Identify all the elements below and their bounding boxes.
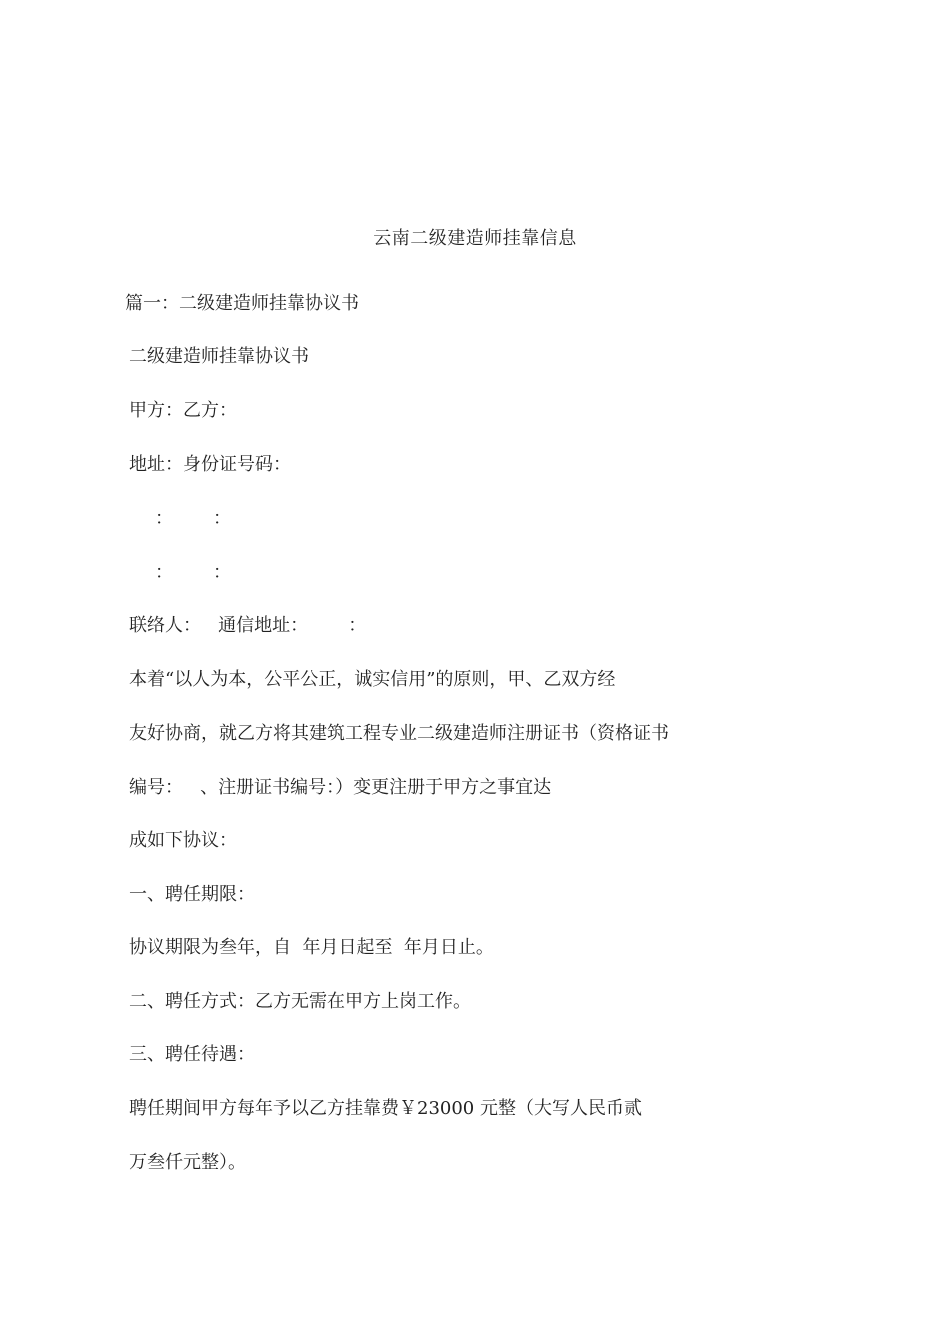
clause-heading: 一、聘任期限： [129,884,255,905]
body-text-line: 聘任期间甲方每年予以乙方挂靠费￥23000 元整（大写人民币贰 [129,1098,642,1119]
blank-field-line: ： ： [155,562,232,583]
address-id-line: 地址：身份证号码： [129,454,291,475]
agreement-title-line: 二级建造师挂靠协议书 [129,346,309,367]
blank-field-line: ： ： [155,508,232,529]
section-heading: 篇一：二级建造师挂靠协议书 [125,293,359,314]
body-text-line: 友好协商，就乙方将其建筑工程专业二级建造师注册证书（资格证书 [129,723,669,744]
clause-heading: 三、聘任待遇： [129,1044,255,1065]
clause-heading: 二、聘任方式：乙方无需在甲方上岗工作。 [129,991,471,1012]
contact-line: 联络人： 通信地址： ： [129,615,367,636]
body-text-line: 成如下协议： [129,830,237,851]
document-title: 云南二级建造师挂靠信息 [373,228,577,249]
party-line: 甲方：乙方： [129,400,237,421]
body-text-line: 本着“以人为本，公平公正，诚实信用”的原则，甲、乙双方经 [129,669,616,690]
body-text-line: 万叁仟元整）。 [129,1152,246,1173]
body-text-line: 编号： 、注册证书编号：）变更注册于甲方之事宜达 [129,777,552,798]
body-text-line: 协议期限为叁年，自 年月日起至 年月日止。 [129,937,494,958]
